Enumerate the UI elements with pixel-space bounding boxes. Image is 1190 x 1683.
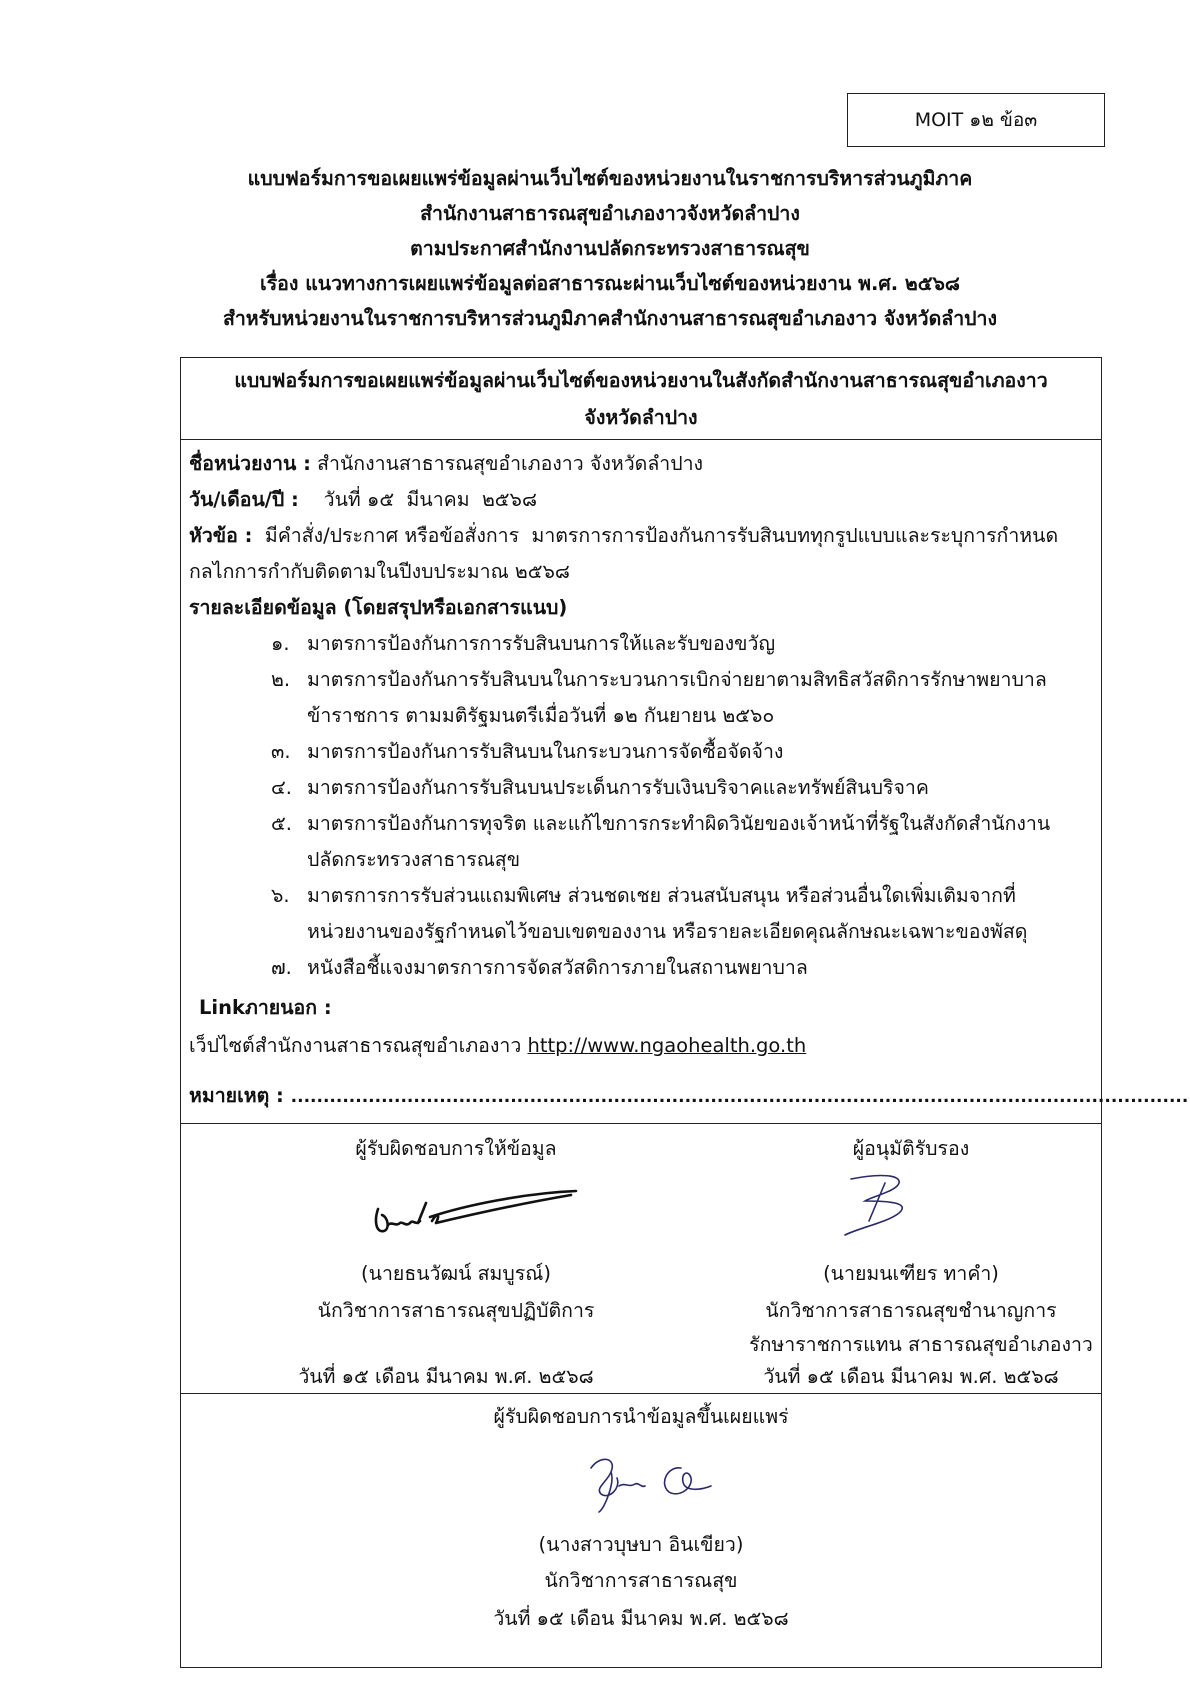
detail-item-continued: หน่วยงานของรัฐกำหนดไว้ขอบเขตของงาน หรือรายละเอียดคุณลักษณะเฉพาะของพัสดุ: [307, 920, 1028, 943]
date-row: [189, 484, 537, 515]
topic-row: [189, 520, 1058, 551]
approver-date: วันที่ ๑๕ เดือน มีนาคม พ.ศ. ๒๕๖๘: [763, 1365, 1059, 1388]
detail-item-text: มาตรการป้องกันการรับสินบนประเด็นการรับเงินบริจาคและทรัพย์สินบริจาค: [307, 776, 929, 799]
signature-section-top: [181, 1123, 1101, 1394]
approver-role: ผู้อนุมัติรับรอง: [852, 1137, 970, 1160]
publisher-role: ผู้รับผิดชอบการนำข้อมูลขึ้นเผยแพร่: [493, 1405, 789, 1428]
approver-position-2: รักษาราชการแทน สาธารณสุขอำเภองาว: [749, 1333, 1093, 1356]
detail-item-text: มาตรการป้องกันการการรับสินบนการให้และรับของขวัญ: [307, 632, 776, 655]
provider-name: (นายธนวัฒน์ สมบูรณ์): [361, 1262, 551, 1285]
topic-value-continued: กลไกการกำกับติดตามในปีงบประมาณ ๒๕๖๘: [189, 560, 570, 583]
form-title-line-1: แบบฟอร์มการขอเผยแพร่ข้อมูลผ่านเว็บไซต์ของหน่วยงานในสังกัดสำนักงานสาธารณสุขอำเภองาว: [234, 369, 1048, 392]
request-form-table: [180, 357, 1189, 1668]
header-line-1: แบบฟอร์มการขอเผยแพร่ข้อมูลผ่านเว็บไซต์ของหน่วยงานในราชการบริหารส่วนภูมิภาค: [247, 167, 973, 190]
unit-label: ชื่อหน่วยงาน :: [189, 452, 311, 475]
detail-item: [271, 880, 1028, 943]
detail-item-number: ๕.: [271, 812, 292, 835]
detail-item: [271, 628, 775, 659]
detail-item-text: มาตรการป้องกันการรับสินบนในกระบวนการจัดซื้อจัดจ้าง: [307, 740, 784, 763]
detail-item-number: ๗.: [271, 956, 292, 979]
detail-item-text: มาตรการการรับส่วนแถมพิเศษ ส่วนชดเชย ส่วนสนับสนุน หรือส่วนอื่นใดเพิ่มเติมจากที่: [307, 884, 1016, 907]
header-line-2: สำนักงานสาธารณสุขอำเภองาวจังหวัดลำปาง: [420, 202, 800, 225]
details-label: รายละเอียดข้อมูล (โดยสรุปหรือเอกสารแนบ): [189, 596, 568, 619]
detail-item-text: มาตรการป้องกันการทุจริต และแก้ไขการกระทำผิดวินัยของเจ้าหน้าที่รัฐในสังกัดสำนักงาน: [307, 812, 1051, 835]
remark-row: [189, 1080, 1188, 1111]
date-value: วันที่ ๑๕ มีนาคม ๒๕๖๘: [298, 488, 537, 511]
unit-row: [189, 448, 703, 479]
topic-value: มีคำสั่ง/ประกาศ หรือข้อสั่งการ มาตรการการป้องกันการรับสินบททุกรูปแบบและระบุการกำหนด: [252, 524, 1059, 547]
provider-position: นักวิชาการสาธารณสุขปฏิบัติการ: [317, 1299, 595, 1322]
provider-date: วันที่ ๑๕ เดือน มีนาคม พ.ศ. ๒๕๖๘: [298, 1365, 594, 1388]
document-code-box: [847, 93, 1105, 147]
publisher-name: (นางสาวบุษบา อินเขียว): [538, 1533, 744, 1556]
external-link-label: Linkภายนอก :: [199, 996, 332, 1019]
detail-item-number: ๖.: [271, 884, 290, 907]
website-label: เว็ปไซต์สำนักงานสาธารณสุขอำเภองาว: [189, 1034, 528, 1057]
detail-item-continued: ข้าราชการ ตามมติรัฐมนตรีเมื่อวันที่ ๑๒ กันยายน ๒๕๖๐: [307, 704, 775, 727]
detail-item: [271, 772, 929, 803]
form-content-section: [181, 440, 1189, 1124]
header-line-3: ตามประกาศสำนักงานปลัดกระทรวงสาธารณสุข: [410, 237, 810, 260]
provider-role: ผู้รับผิดชอบการให้ข้อมูล: [355, 1137, 557, 1160]
unit-value: สำนักงานสาธารณสุขอำเภองาว จังหวัดลำปาง: [310, 452, 704, 475]
document-code: MOIT ๑๒ ข้อ๓: [914, 109, 1038, 131]
website-link[interactable]: http://www.ngaohealth.go.th: [527, 1034, 807, 1057]
publisher-signature: [581, 1448, 741, 1518]
detail-item-number: ๑.: [271, 632, 290, 655]
header-line-5: สำหรับหน่วยงานในราชการบริหารส่วนภูมิภาคสำนักงานสาธารณสุขอำเภองาว จังหวัดลำปาง: [222, 307, 998, 330]
detail-item-number: ๔.: [271, 776, 292, 799]
form-title-line-2: จังหวัดลำปาง: [584, 406, 698, 429]
header-line-4: เรื่อง แนวทางการเผยแพร่ข้อมูลต่อสาธารณะผ่านเว็บไซต์ของหน่วยงาน พ.ศ. ๒๕๖๘: [260, 272, 960, 295]
publisher-date: วันที่ ๑๕ เดือน มีนาคม พ.ศ. ๒๕๖๘: [493, 1607, 789, 1630]
detail-item: [271, 952, 808, 983]
website-row: [189, 1030, 806, 1061]
detail-item: [271, 664, 1047, 727]
detail-item: [271, 808, 1051, 871]
detail-item: [271, 736, 783, 767]
detail-item-continued: ปลัดกระทรวงสาธารณสุข: [307, 848, 521, 871]
detail-item-text: หนังสือชี้แจงมาตรการการจัดสวัสดิการภายในสถานพยาบาล: [307, 956, 808, 979]
publisher-position: นักวิชาการสาธารณสุข: [544, 1569, 738, 1592]
remark-dots: ...........................................................................................................................................: [290, 1087, 1189, 1107]
detail-item-text: มาตรการป้องกันการรับสินบนในการะบวนการเบิกจ่ายยาตามสิทธิสวัสดิการรักษาพยาบาล: [307, 668, 1047, 691]
form-title: [181, 358, 1101, 440]
approver-signature: [821, 1171, 931, 1241]
signature-section-bottom: [181, 1393, 1101, 1667]
detail-item-number: ๓.: [271, 740, 291, 763]
approver-position: นักวิชาการสาธารณสุขชำนาญการ: [765, 1299, 1057, 1322]
approver-name: (นายมนเฑียร ทาคำ): [823, 1262, 999, 1285]
date-label: วัน/เดือน/ปี :: [189, 488, 299, 511]
detail-item-number: ๒.: [271, 668, 291, 691]
provider-signature: [366, 1181, 586, 1241]
remark-label: หมายเหตุ :: [189, 1084, 291, 1107]
topic-label: หัวข้อ :: [189, 524, 253, 547]
